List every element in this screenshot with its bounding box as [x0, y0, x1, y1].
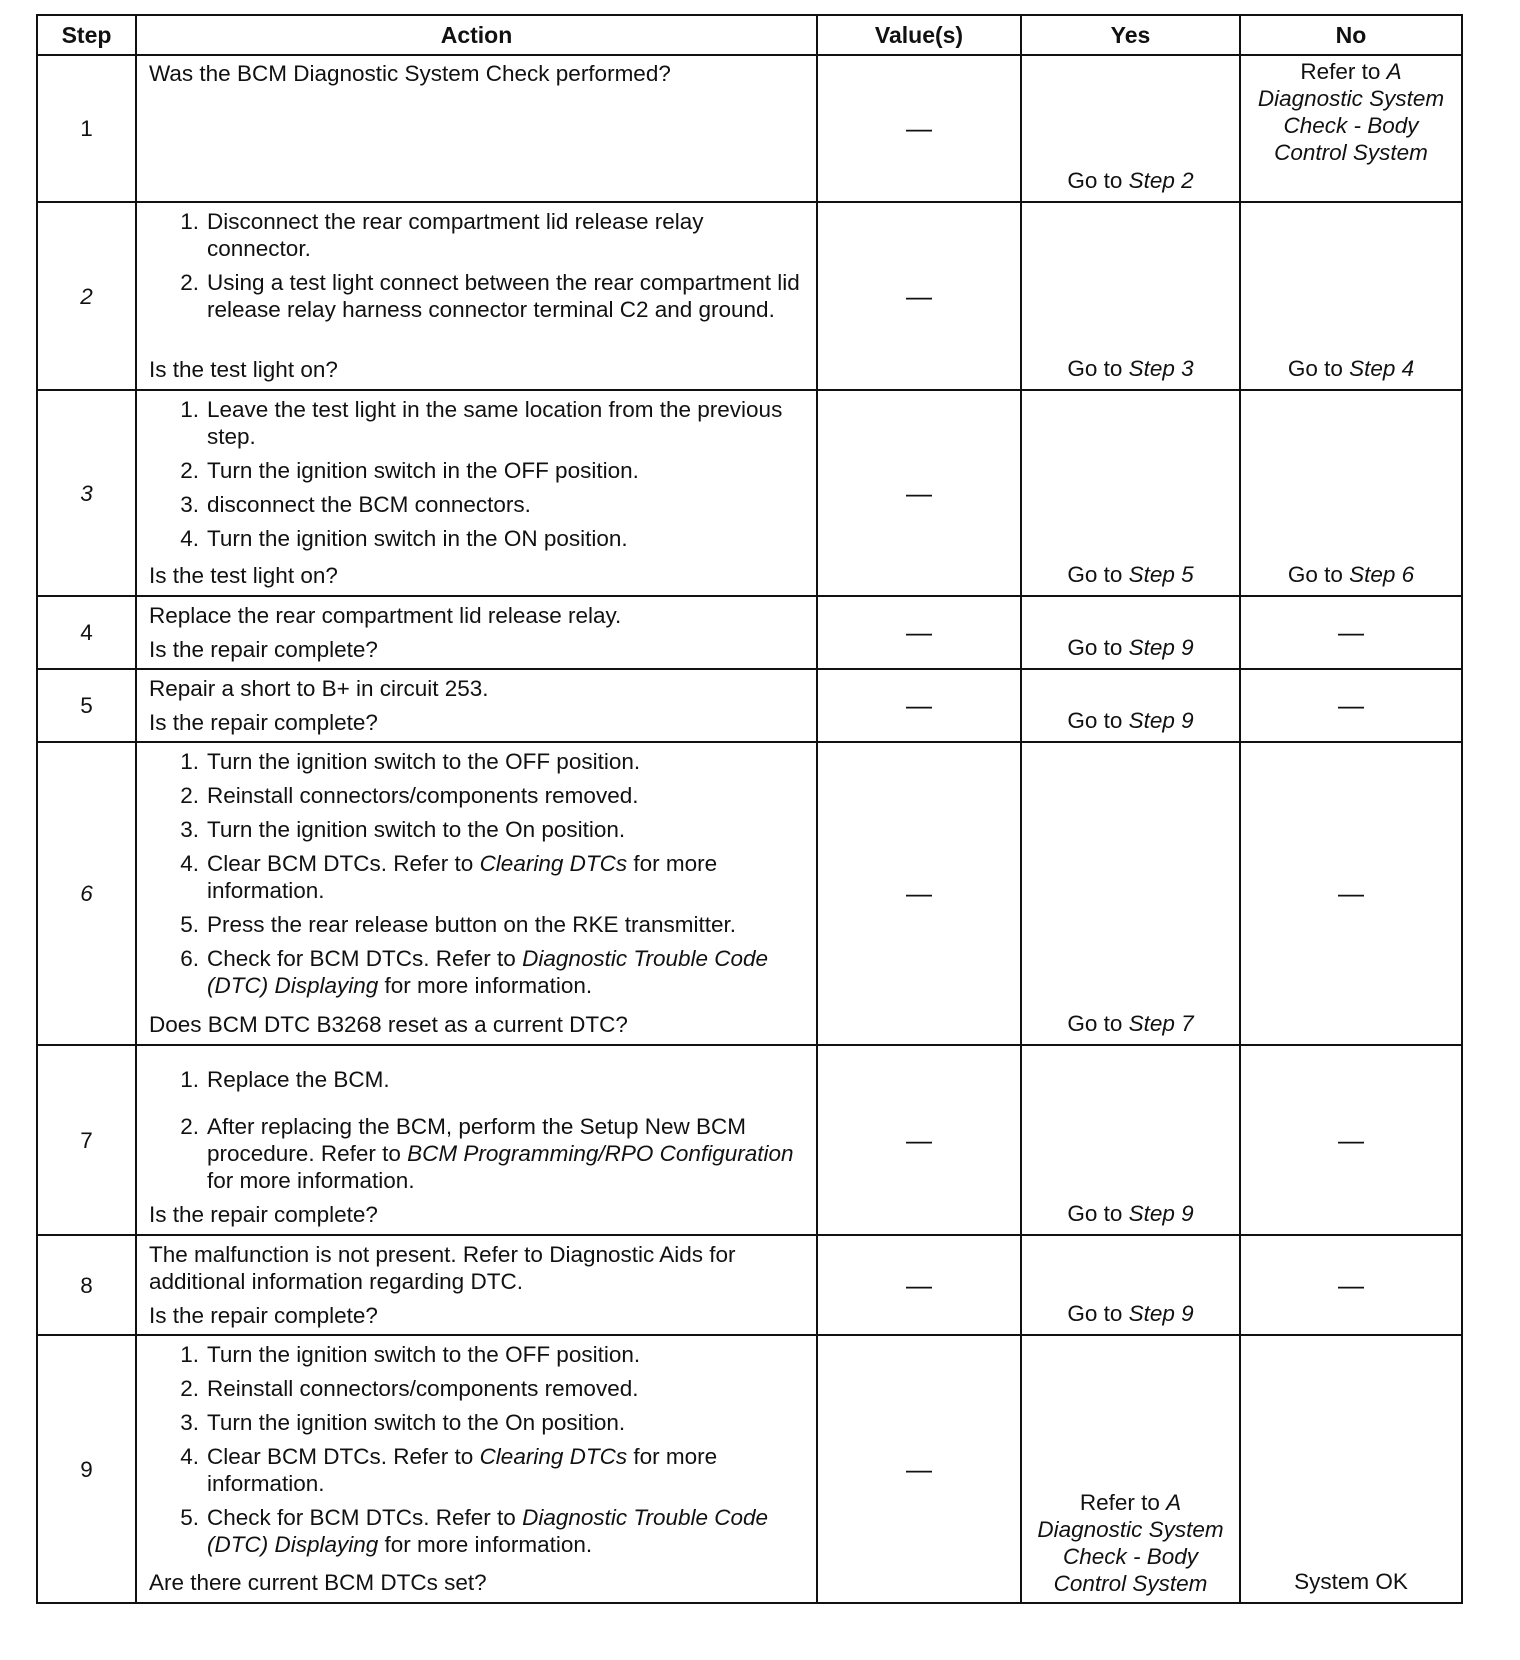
yes-text: Go to [1067, 168, 1129, 193]
list-item: 5. Check for BCM DTCs. Refer to Diagnostic Trouble Code (DTC) Displaying for more information. [180, 1505, 769, 1557]
value-cell: — [817, 1335, 1021, 1603]
action-cell [136, 390, 817, 596]
action-list [149, 208, 808, 330]
action-text: The malfunction is not present. Refer to Diagnostic Aids for additional information regarding DTC. [149, 1242, 736, 1294]
yes-text: Go to [1067, 635, 1129, 660]
yes-text: Go to [1067, 708, 1129, 733]
action-cell [136, 1335, 817, 1603]
action-list [149, 396, 808, 559]
list-item: 2. After replacing the BCM, perform the Setup New BCM procedure. Refer to BCM Programming/RPO Configuration for more information. [180, 1114, 794, 1193]
action-question: Is the test light on? [149, 357, 338, 382]
value-cell: — [817, 55, 1021, 202]
table-row [37, 390, 1462, 596]
yes-cell [1021, 742, 1240, 1045]
no-cell: — [1240, 669, 1462, 742]
yes-ref: Step 9 [1128, 1201, 1194, 1226]
yes-text: Go to [1067, 562, 1129, 587]
value-cell: — [817, 1235, 1021, 1335]
list-item: 4. Clear BCM DTCs. Refer to Clearing DTCs for more information. [180, 851, 718, 903]
list-item: 2. Turn the ignition switch in the OFF position. [180, 458, 639, 483]
action-question: Was the BCM Diagnostic System Check performed? [149, 61, 671, 86]
header-yes: Yes [1021, 15, 1240, 55]
diagnostic-table [36, 14, 1463, 1604]
list-item: 1. Replace the BCM. [180, 1067, 390, 1092]
value-cell: — [817, 596, 1021, 669]
yes-ref: Step 9 [1128, 1301, 1194, 1326]
table-row [37, 55, 1462, 202]
no-cell [1240, 390, 1462, 596]
yes-ref: Step 3 [1128, 356, 1194, 381]
table-row [37, 669, 1462, 742]
yes-ref: Step 9 [1128, 708, 1194, 733]
step-number: 6 [37, 742, 136, 1045]
list-item: 4. Clear BCM DTCs. Refer to Clearing DTCs for more information. [180, 1444, 718, 1496]
yes-cell [1021, 1235, 1240, 1335]
list-item: 1. Leave the test light in the same location from the previous step. [180, 397, 783, 449]
yes-cell [1021, 202, 1240, 390]
doc-reference: BCM Programming/RPO Configuration [407, 1141, 794, 1166]
doc-reference: Clearing DTCs [479, 851, 628, 876]
list-item: 5. Press the rear release button on the RKE transmitter. [180, 912, 737, 937]
no-text: Refer to [1300, 59, 1387, 84]
no-text: Go to [1287, 356, 1350, 381]
action-question: Is the repair complete? [149, 637, 378, 662]
table-row [37, 1235, 1462, 1335]
list-item: 1. Turn the ignition switch to the OFF position. [180, 1342, 641, 1367]
yes-text: Go to [1067, 1011, 1129, 1036]
header-action: Action [136, 15, 817, 55]
list-item: 3. Turn the ignition switch to the On position. [180, 1410, 626, 1435]
action-question: Are there current BCM DTCs set? [149, 1570, 487, 1595]
yes-text: Refer to [1079, 1490, 1167, 1515]
yes-ref: Step 9 [1128, 635, 1194, 660]
yes-text: Go to [1067, 356, 1129, 381]
action-question: Is the repair complete? [149, 710, 378, 735]
action-question: Is the repair complete? [149, 1303, 378, 1328]
no-ref: Step 6 [1349, 562, 1415, 587]
table-row [37, 596, 1462, 669]
action-cell [136, 1045, 817, 1235]
doc-reference: Diagnostic Trouble Code (DTC) Displaying [207, 1505, 769, 1557]
value-cell: — [817, 202, 1021, 390]
action-question: Does BCM DTC B3268 reset as a current DTC? [149, 1012, 628, 1037]
yes-ref: Step 2 [1128, 168, 1194, 193]
yes-cell [1021, 669, 1240, 742]
list-item: 1. Turn the ignition switch to the OFF position. [180, 749, 641, 774]
step-number: 5 [37, 669, 136, 742]
action-question: Is the repair complete? [149, 1202, 378, 1227]
action-cell [136, 669, 817, 742]
list-item: 2. Reinstall connectors/components removed. [180, 1376, 639, 1401]
header-no: No [1240, 15, 1462, 55]
list-item: 1. Disconnect the rear compartment lid release relay connector. [180, 209, 704, 261]
value-cell: — [817, 742, 1021, 1045]
action-list [149, 1341, 808, 1565]
no-cell [1240, 1335, 1462, 1603]
yes-cell [1021, 596, 1240, 669]
yes-cell [1021, 1335, 1240, 1603]
action-cell [136, 742, 817, 1045]
yes-ref: A Diagnostic System Check - Body Control System [1037, 1490, 1224, 1596]
step-number: 8 [37, 1235, 136, 1335]
table-row [37, 1045, 1462, 1235]
step-number: 4 [37, 596, 136, 669]
yes-ref: Step 5 [1128, 562, 1194, 587]
table-row [37, 1335, 1462, 1603]
action-cell [136, 1235, 817, 1335]
no-text: System OK [1294, 1569, 1408, 1594]
action-cell [136, 202, 817, 390]
header-values: Value(s) [817, 15, 1021, 55]
step-number: 2 [37, 202, 136, 390]
list-item: 6. Check for BCM DTCs. Refer to Diagnostic Trouble Code (DTC) Displaying for more information. [180, 946, 769, 998]
action-question: Is the test light on? [149, 563, 338, 588]
table-row [37, 742, 1462, 1045]
no-cell [1240, 55, 1462, 202]
no-cell: — [1240, 1045, 1462, 1235]
no-ref: A Diagnostic System Check - Body Control System [1257, 59, 1445, 165]
yes-ref: Step 7 [1128, 1011, 1194, 1036]
step-number: 1 [37, 55, 136, 202]
no-text: Go to [1287, 562, 1350, 587]
list-item: 4. Turn the ignition switch in the ON position. [180, 526, 628, 551]
list-item: 3. disconnect the BCM connectors. [180, 492, 531, 517]
action-list [149, 1066, 808, 1201]
doc-reference: Diagnostic Trouble Code (DTC) Displaying [207, 946, 769, 998]
yes-cell [1021, 55, 1240, 202]
action-text: Repair a short to B+ in circuit 253. [149, 676, 489, 701]
yes-text: Go to [1067, 1301, 1129, 1326]
list-item: 2. Using a test light connect between the rear compartment lid release relay harness connector terminal C2 and ground. [180, 270, 800, 322]
yes-cell [1021, 390, 1240, 596]
value-cell: — [817, 390, 1021, 596]
step-number: 7 [37, 1045, 136, 1235]
action-text: Replace the rear compartment lid release relay. [149, 603, 622, 628]
action-cell [136, 596, 817, 669]
yes-cell [1021, 1045, 1240, 1235]
value-cell: — [817, 669, 1021, 742]
no-cell: — [1240, 596, 1462, 669]
step-number: 9 [37, 1335, 136, 1603]
value-cell: — [817, 1045, 1021, 1235]
action-list [149, 748, 808, 1006]
yes-text: Go to [1067, 1201, 1129, 1226]
list-item: 3. Turn the ignition switch to the On position. [180, 817, 626, 842]
doc-reference: Clearing DTCs [479, 1444, 628, 1469]
header-row [37, 15, 1462, 55]
no-ref: Step 4 [1349, 356, 1415, 381]
no-cell: — [1240, 742, 1462, 1045]
step-number: 3 [37, 390, 136, 596]
table-row [37, 202, 1462, 390]
header-step: Step [37, 15, 136, 55]
no-cell: — [1240, 1235, 1462, 1335]
no-cell [1240, 202, 1462, 390]
list-item: 2. Reinstall connectors/components removed. [180, 783, 639, 808]
action-cell [136, 55, 817, 202]
